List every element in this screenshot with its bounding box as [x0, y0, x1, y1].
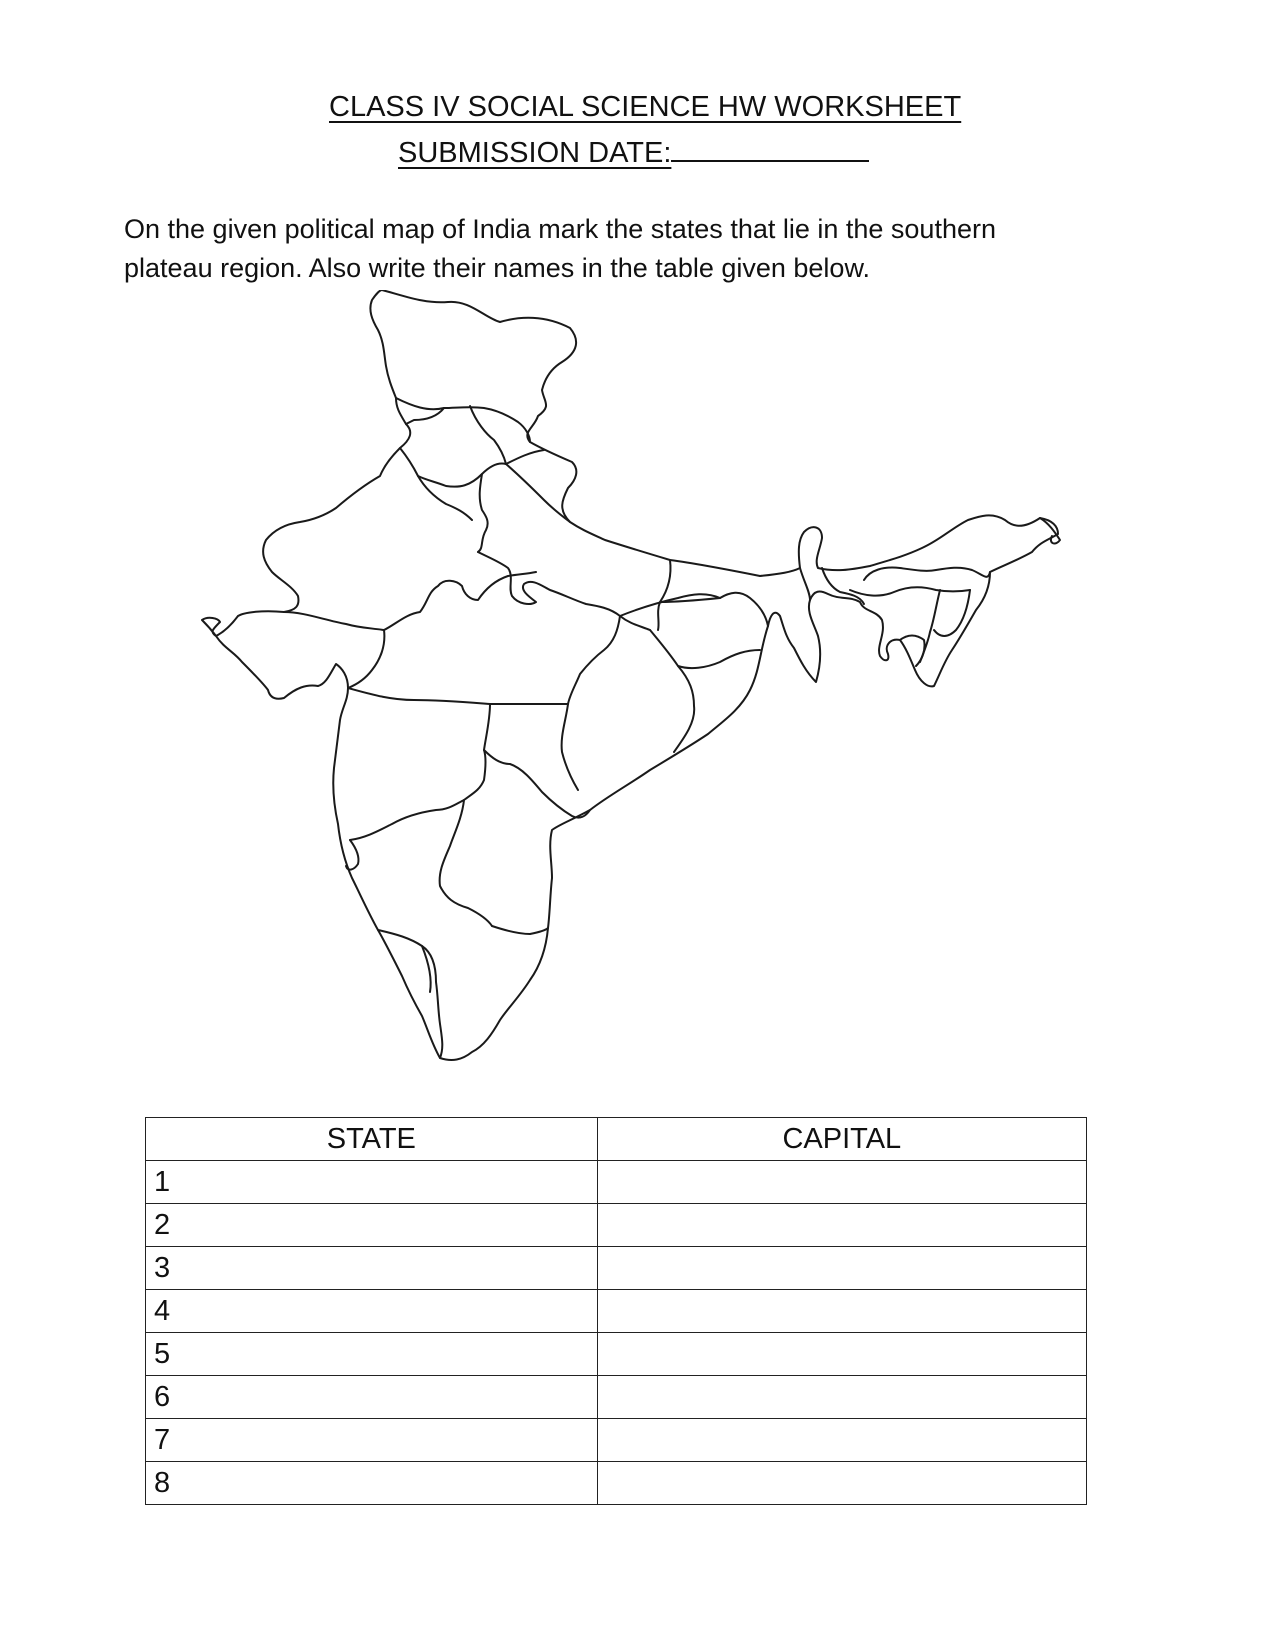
table-header-row: [146, 1118, 1087, 1161]
map-boundary: [348, 630, 384, 688]
state-cell[interactable]: 4: [146, 1290, 598, 1333]
map-boundary: [864, 568, 990, 581]
map-boundary: [562, 704, 578, 790]
state-column-header: STATE: [146, 1118, 598, 1161]
table-row: [146, 1462, 1087, 1505]
map-boundary: [506, 464, 570, 522]
state-capital-table: [145, 1117, 1087, 1505]
state-cell[interactable]: 8: [146, 1462, 598, 1505]
table-row: [146, 1333, 1087, 1376]
table-row: [146, 1419, 1087, 1462]
capital-cell[interactable]: [597, 1462, 1086, 1505]
map-boundary: [568, 616, 620, 704]
state-cell[interactable]: 1: [146, 1161, 598, 1204]
map-boundary: [620, 594, 720, 616]
map-boundary: [720, 593, 768, 626]
map-boundary: [850, 587, 970, 595]
map-boundary: [678, 650, 760, 668]
instruction-text: On the given political map of India mark the states that lie in the southern plateau region. Also write their names in the table given below.: [124, 214, 996, 283]
map-boundary: [418, 476, 472, 520]
submission-date-line: [398, 132, 869, 170]
capital-cell[interactable]: [597, 1376, 1086, 1419]
map-boundary: [478, 474, 488, 552]
map-boundary: [440, 800, 492, 926]
capital-cell[interactable]: [597, 1290, 1086, 1333]
map-boundary: [350, 750, 486, 840]
capital-cell[interactable]: [597, 1333, 1086, 1376]
capital-cell[interactable]: [597, 1247, 1086, 1290]
map-boundary: [506, 450, 544, 464]
capital-cell[interactable]: [597, 1419, 1086, 1462]
map-boundary: [492, 926, 548, 934]
map-boundary: [348, 688, 568, 704]
table-row: [146, 1376, 1087, 1419]
state-cell[interactable]: 6: [146, 1376, 598, 1419]
table-row: [146, 1204, 1087, 1247]
map-boundary: [478, 552, 650, 630]
submission-date-label: SUBMISSION DATE:: [398, 137, 672, 169]
table-row: [146, 1247, 1087, 1290]
capital-column-header: CAPITAL: [597, 1118, 1086, 1161]
state-cell[interactable]: 7: [146, 1419, 598, 1462]
map-boundary: [470, 406, 506, 464]
map-boundary: [658, 560, 671, 630]
capital-cell[interactable]: [597, 1204, 1086, 1247]
table-row: [146, 1161, 1087, 1204]
map-boundary: [650, 630, 694, 752]
india-map-icon: [200, 290, 1120, 1120]
submission-date-blank[interactable]: [671, 132, 869, 162]
map-boundary: [484, 704, 590, 818]
map-boundary: [284, 572, 536, 630]
worksheet-title: CLASS IV SOCIAL SCIENCE HW WORKSHEET: [329, 91, 962, 123]
state-cell[interactable]: 3: [146, 1247, 598, 1290]
map-boundary: [800, 568, 810, 600]
capital-cell[interactable]: [597, 1161, 1086, 1204]
map-outline: [202, 290, 1058, 1060]
state-cell[interactable]: 5: [146, 1333, 598, 1376]
map-boundary: [400, 448, 506, 487]
map-boundary: [406, 408, 444, 424]
state-cell[interactable]: 2: [146, 1204, 598, 1247]
table-row: [146, 1290, 1087, 1333]
